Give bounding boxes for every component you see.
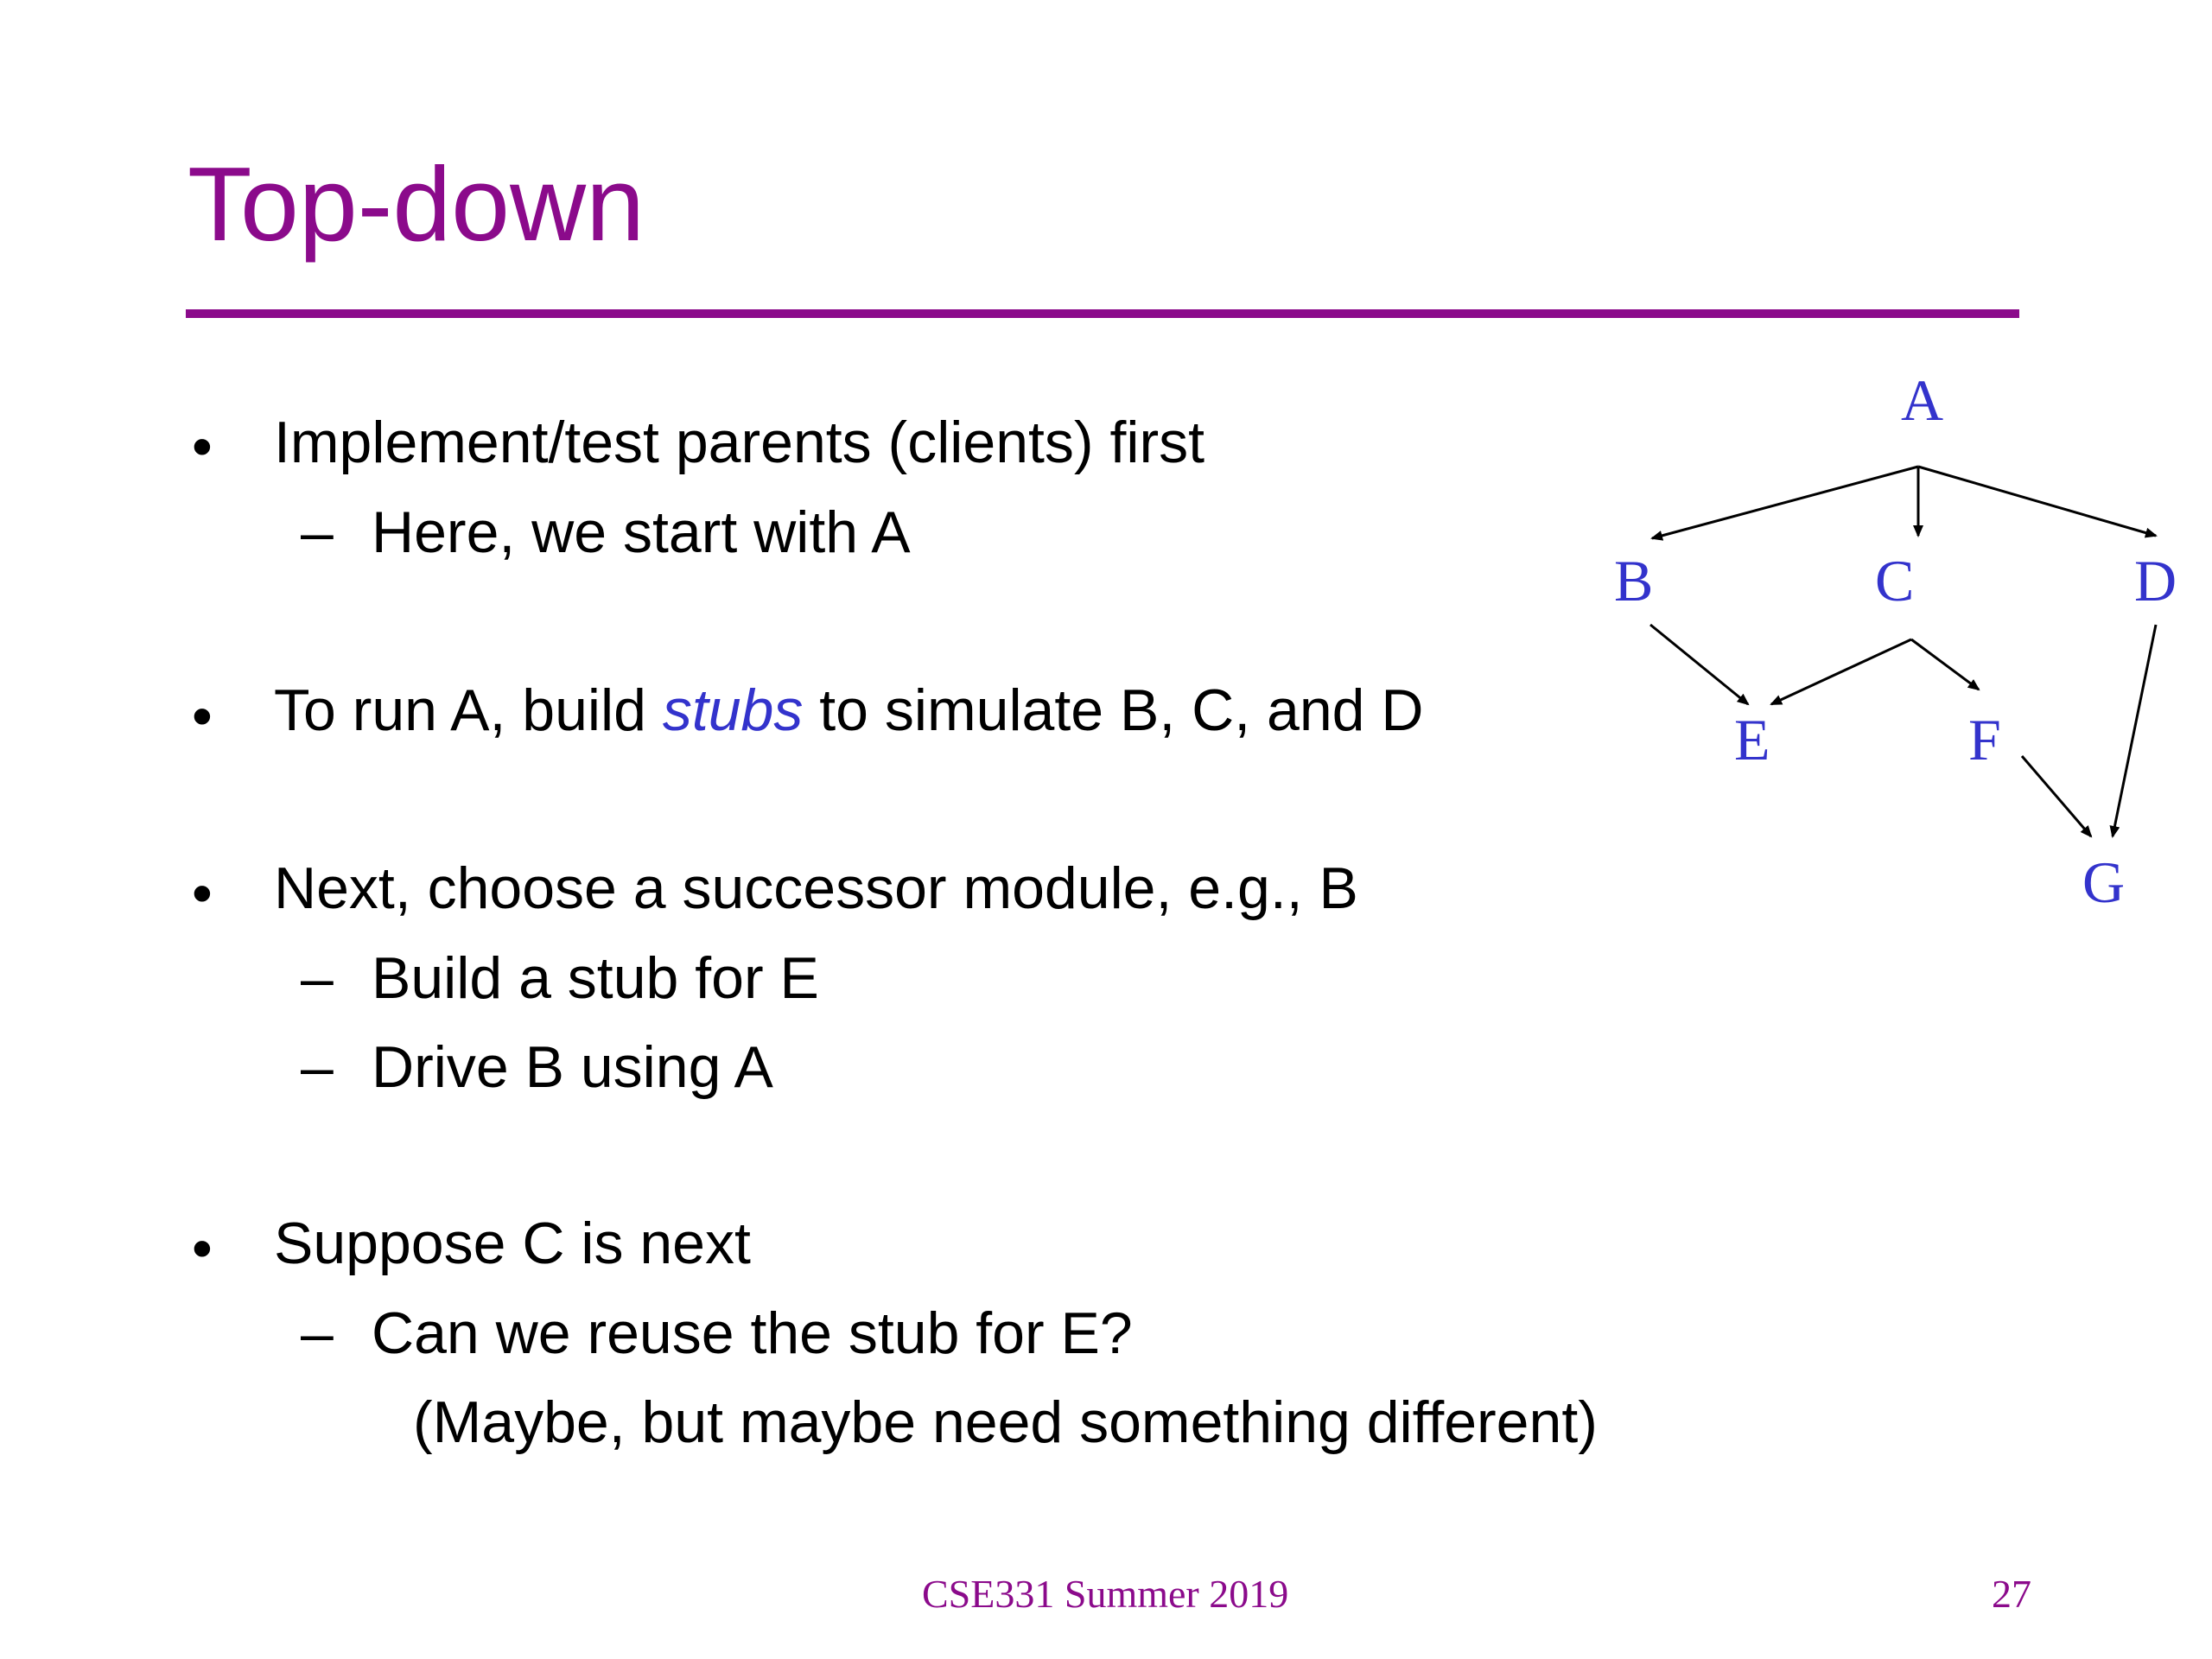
bullet-3-sub-2-text: Drive B using A	[372, 1034, 773, 1100]
bullet-1-sub-1-text: Here, we start with A	[372, 499, 911, 565]
node-d: D	[2134, 548, 2177, 613]
module-dependency-diagram	[1573, 363, 2212, 933]
bullet-marker: •	[192, 414, 213, 480]
bullet-marker: •	[192, 861, 213, 926]
edge-f-g	[2022, 756, 2091, 836]
title-underline	[186, 309, 2019, 318]
bullet-marker: •	[192, 683, 213, 749]
node-g: G	[2082, 849, 2126, 915]
edge-c-e	[1771, 639, 1911, 704]
bullet-marker: •	[192, 1216, 213, 1281]
slide-title: Top-down	[188, 145, 645, 263]
node-e: E	[1734, 707, 1770, 772]
subbullet-marker: –	[301, 499, 334, 565]
edge-c-f	[1911, 639, 1979, 690]
footer-course: CSE331 Summer 2019	[922, 1572, 1289, 1616]
node-a: A	[1901, 367, 1944, 433]
edge-a-d	[1918, 467, 2156, 536]
node-f: F	[1968, 707, 2001, 772]
bullet-2-text	[274, 677, 1424, 743]
subbullet-marker: –	[301, 1300, 334, 1366]
footer-page-number: 27	[1992, 1572, 2031, 1616]
bullet-4-note: (Maybe, but maybe need something different)	[413, 1389, 1598, 1455]
edge-a-b	[1652, 467, 1918, 538]
edge-d-g	[2113, 625, 2156, 836]
bullet-2-text-before: To run A, build	[274, 677, 663, 743]
bullet-1-text: Implement/test parents (clients) first	[274, 410, 1205, 475]
stubs-emphasis: stubs	[662, 677, 804, 743]
bullet-4-sub-1-text: Can we reuse the stub for E?	[372, 1300, 1133, 1366]
bullet-3-text: Next, choose a successor module, e.g., B	[274, 855, 1358, 921]
bullet-4-text: Suppose C is next	[274, 1211, 751, 1276]
bullet-2-text-after: to simulate B, C, and D	[803, 677, 1424, 743]
bullet-3-sub-1-text: Build a stub for E	[372, 945, 819, 1011]
edge-b-e	[1650, 625, 1748, 704]
subbullet-marker: –	[301, 1034, 334, 1100]
node-b: B	[1614, 548, 1654, 613]
node-c: C	[1875, 548, 1915, 613]
subbullet-marker: –	[301, 945, 334, 1011]
